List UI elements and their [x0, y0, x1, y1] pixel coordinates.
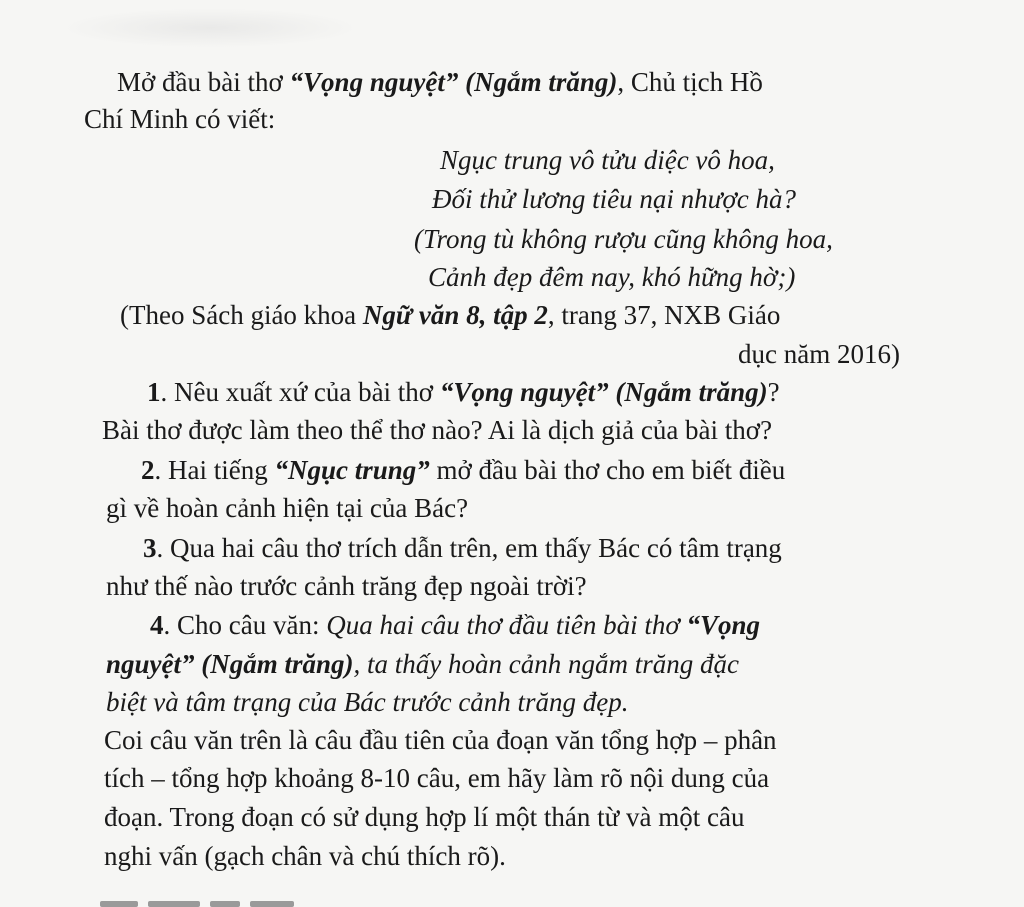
source-line-2: dục năm 2016)	[738, 339, 900, 369]
question-1-line-2: Bài thơ được làm theo thể thơ nào? Ai là dịch giả của bài thơ?	[102, 415, 773, 445]
poem-line-2: Đối thử lương tiêu nại nhược hà?	[432, 184, 796, 214]
question-3-line-1: 3. Qua hai câu thơ trích dẫn trên, em thấy Bác có tâm trạng	[143, 533, 782, 563]
intro-pre: Mở đầu bài thơ	[117, 67, 290, 97]
cut-off-footer-text	[100, 893, 340, 907]
poem-line-1: Ngục trung vô tửu diệc vô hoa,	[440, 145, 775, 175]
question-4-line-2: nguyệt” (Ngắm trăng), ta thấy hoàn cảnh ngắm trăng đặc	[106, 649, 739, 679]
poem-line-4: Cảnh đẹp đêm nay, khó hững hờ;)	[428, 262, 796, 292]
question-4-line-3: biệt và tâm trạng của Bác trước cảnh trăng đẹp.	[106, 687, 629, 717]
question-4-body-1: Coi câu văn trên là câu đầu tiên của đoạn văn tổng hợp – phân	[104, 725, 777, 755]
question-2-line-1: 2. Hai tiếng “Ngục trung” mở đầu bài thơ cho em biết điều	[141, 455, 786, 485]
question-3-line-2: như thế nào trước cảnh trăng đẹp ngoài trời?	[106, 571, 587, 601]
intro-line-2: Chí Minh có viết:	[84, 104, 276, 134]
question-2-number: 2	[141, 455, 155, 485]
question-4-body-4: nghi vấn (gạch chân và chú thích rõ).	[104, 841, 506, 871]
poem-line-3: (Trong tù không rượu cũng không hoa,	[414, 224, 833, 254]
question-3-number: 3	[143, 533, 157, 563]
intro-poem-title: “Vọng nguyệt” (Ngắm trăng)	[289, 67, 618, 97]
question-4-body-3: đoạn. Trong đoạn có sử dụng hợp lí một thán từ và một câu	[104, 802, 745, 832]
question-1-number: 1	[147, 377, 161, 407]
source-book: Ngữ văn 8, tập 2	[362, 300, 548, 330]
scan-smudge	[60, 8, 360, 48]
question-1-line-1: 1. Nêu xuất xứ của bài thơ “Vọng nguyệt” (Ngắm trăng)?	[147, 377, 780, 407]
question-4-body-2: tích – tổng hợp khoảng 8-10 câu, em hãy làm rõ nội dung của	[104, 763, 770, 793]
question-4-line-1: 4. Cho câu văn: Qua hai câu thơ đầu tiên bài thơ “Vọng	[150, 610, 761, 640]
intro-post: , Chủ tịch Hồ	[617, 67, 763, 97]
intro-line-1	[117, 64, 763, 100]
question-4-number: 4	[150, 610, 164, 640]
question-2-line-2: gì về hoàn cảnh hiện tại của Bác?	[106, 493, 469, 523]
source-line-1: (Theo Sách giáo khoa Ngữ văn 8, tập 2, trang 37, NXB Giáo	[120, 300, 781, 330]
